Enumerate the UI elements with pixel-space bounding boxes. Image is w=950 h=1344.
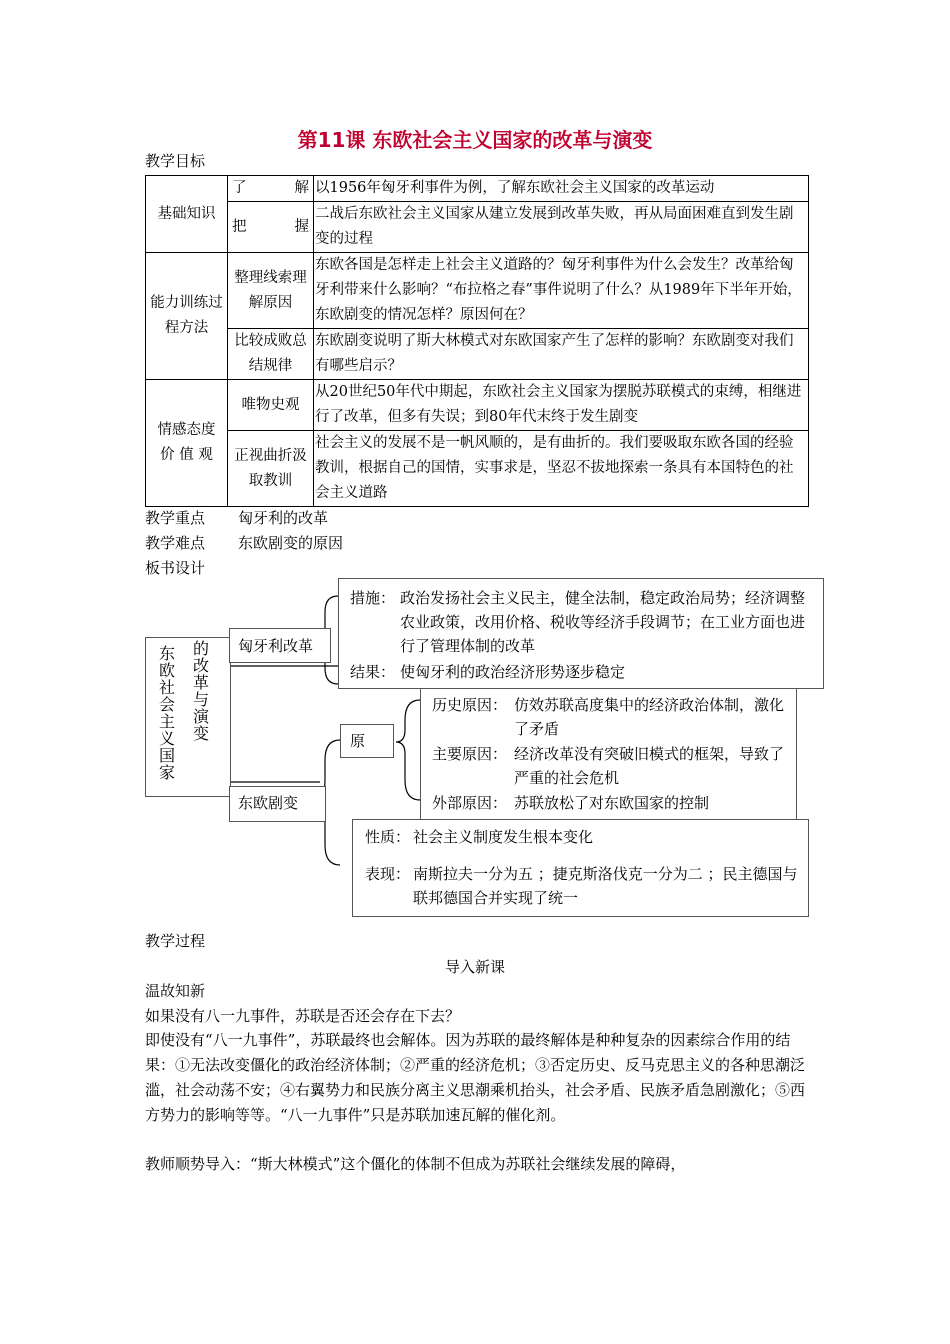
teacher-intro: 教师顺势导入：“斯大林模式”这个僵化的体制不但成为苏联社会继续发展的障碍， xyxy=(145,1155,686,1173)
nature-label: 性质： xyxy=(365,828,411,846)
goal-desc: 东欧各国是怎样走上社会主义道路的？匈牙利事件为什么会发生？改革给匈牙利带来什么影响？“布拉格之春”事件说明了什么？从1989年下半年开始，东欧剧变的情况怎样？原因何在？ xyxy=(314,253,809,329)
sub-label: 整理线索理解原因 xyxy=(228,253,314,329)
review-answer: 即使没有“八一九事件”，苏联最终也会解体。因为苏联的最终解体是种种复杂的因素综合作用的结果：①无法改变僵化的政治经济体制；②严重的经济危机；③否定历史、反马克思主义的各种思潮泛滥，社会动荡不安；④右翼势力和民族分离主义思潮乘机抬头，社会矛盾、民族矛盾急剧激化；⑤西方势力的影响等等。“八一九事件”只是苏联加速瓦解的催化剂。 xyxy=(145,1031,806,1124)
result-label: 结果： xyxy=(350,663,396,681)
goal-desc: 从20世纪50年代中期起，东欧社会主义国家为摆脱苏联模式的束缚，相继进行了改革，但多有失误；到80年代末终于发生剧变 xyxy=(314,380,809,431)
goal-desc: 二战后东欧社会主义国家从建立发展到改革失败，再从局面困难直到发生剧变的过程 xyxy=(314,202,809,253)
category-emotion: 情感态度价 值 观 xyxy=(146,380,228,507)
main-cause-text: 经济改革没有突破旧模式的框架，导致了严重的社会危机 xyxy=(514,745,785,787)
category-basic: 基础知识 xyxy=(146,176,228,253)
board-main-suffix: 的改革与演变 xyxy=(192,639,209,743)
external-text: 苏联放松了对东欧国家的控制 xyxy=(514,794,710,812)
key-point-label: 教学重点 xyxy=(145,509,206,527)
goal-desc: 东欧剧变说明了斯大林模式对东欧国家产生了怎样的影响？东欧剧变对我们有哪些启示？ xyxy=(314,329,809,380)
review-label: 温故知新 xyxy=(145,982,206,1000)
manifest-text: 南斯拉夫一分为五 ；捷克斯洛伐克一分为二 ；民主德国与联邦德国合并实现了统一 xyxy=(413,865,798,907)
cause-tag: 原 xyxy=(350,732,366,750)
difficult-point-label: 教学难点 xyxy=(145,534,206,552)
result-text: 使匈牙利的政治经济形势逐步稳定 xyxy=(400,663,626,681)
difficult-point-value: 东欧剧变的原因 xyxy=(238,534,344,552)
sub-label: 唯物史观 xyxy=(228,380,314,431)
category-ability: 能力训练过程方法 xyxy=(146,253,228,380)
external-label: 外部原因： xyxy=(432,794,508,812)
board-main-title: 东欧社会主义国家 xyxy=(158,644,175,782)
main-cause-label: 主要原因： xyxy=(432,745,508,763)
goal-desc: 社会主义的发展不是一帆风顺的，是有曲折的。我们要吸取东欧各国的经验教训，根据自己的国情，实事求是，坚忍不拔地探索一条具有本国特色的社会主义道路 xyxy=(314,431,809,507)
historical-text: 仿效苏联高度集中的经济政治体制，激化了矛盾 xyxy=(514,696,785,738)
historical-label: 历史原因： xyxy=(432,696,508,714)
goals-label: 教学目标 xyxy=(145,152,206,170)
key-point-value: 匈牙利的改革 xyxy=(238,509,329,527)
sub-label: 正视曲折汲取教训 xyxy=(228,431,314,507)
page-title: 第11课 东欧社会主义国家的改革与演变 xyxy=(297,128,653,152)
cause-tag-box xyxy=(340,724,394,758)
sub-label: 比较成败总结规律 xyxy=(228,329,314,380)
intro-heading: 导入新课 xyxy=(444,958,505,976)
board-label: 板书设计 xyxy=(145,559,206,577)
hungary-label: 匈牙利改革 xyxy=(238,637,314,655)
goal-desc: 以1956年匈牙利事件为例，了解东欧社会主义国家的改革运动 xyxy=(314,176,809,202)
upheaval-label: 东欧剧变 xyxy=(238,794,299,812)
sub-label: 把握 xyxy=(228,202,314,253)
nature-text: 社会主义制度发生根本变化 xyxy=(413,828,594,846)
measures-label: 措施： xyxy=(350,589,396,607)
sub-label: 了解 xyxy=(228,176,314,202)
process-label: 教学过程 xyxy=(145,932,206,950)
manifest-label: 表现： xyxy=(365,865,411,883)
review-question: 如果没有八一九事件，苏联是否还会存在下去？ xyxy=(145,1007,461,1025)
measures-text: 政治发扬社会主义民主，健全法制，稳定政治局势；经济调整农业政策，改用价格、税收等经济手段调节；在工业方面也进行了管理体制的改革 xyxy=(400,589,806,655)
